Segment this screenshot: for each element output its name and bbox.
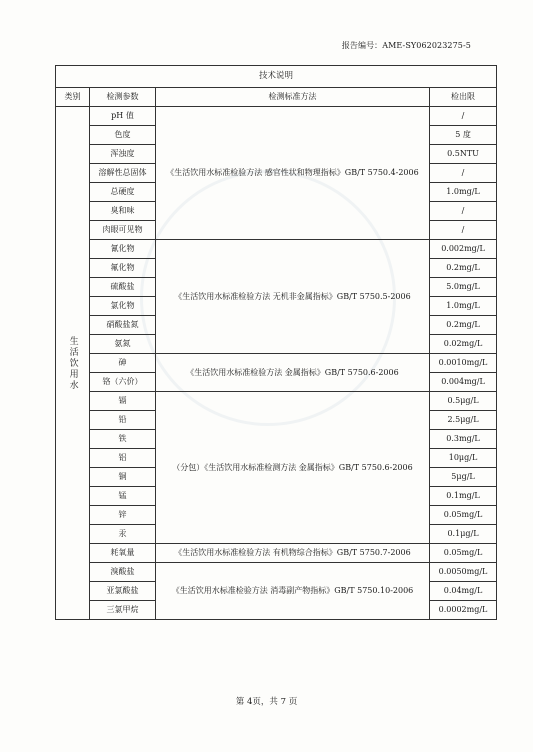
limit-cell: 0.5NTU — [430, 145, 497, 164]
limit-cell: 0.04mg/L — [430, 582, 497, 601]
limit-cell: 0.05mg/L — [430, 544, 497, 563]
param-cell: 浑浊度 — [90, 145, 156, 164]
param-cell: 氟化物 — [90, 259, 156, 278]
limit-cell: 5μg/L — [430, 468, 497, 487]
param-cell: 铜 — [90, 468, 156, 487]
table-row — [56, 354, 497, 373]
param-cell: 硫酸盐 — [90, 278, 156, 297]
table-row — [56, 563, 497, 582]
limit-cell: 2.5μg/L — [430, 411, 497, 430]
param-cell: 氯化物 — [90, 297, 156, 316]
method-cell: 《生活饮用水标准检验方法 无机非金属指标》GB/T 5750.5-2006 — [156, 240, 430, 354]
page-footer: 第 4页，共 7 页 — [235, 697, 298, 707]
limit-cell: 0.3mg/L — [430, 430, 497, 449]
param-cell: 溴酸盐 — [90, 563, 156, 582]
limit-cell: 0.0010mg/L — [430, 354, 497, 373]
header-category: 类别 — [56, 88, 90, 107]
param-cell: 锰 — [90, 487, 156, 506]
limit-cell: 0.1mg/L — [430, 487, 497, 506]
limit-cell: 0.004mg/L — [430, 373, 497, 392]
limit-cell: 5 度 — [430, 126, 497, 145]
header-limit: 检出限 — [430, 88, 497, 107]
method-cell: 《生活饮用水标准检验方法 有机物综合指标》GB/T 5750.7-2006 — [156, 544, 430, 563]
method-cell: 《生活饮用水标准检验方法 感官性状和物理指标》GB/T 5750.4-2006 — [156, 107, 430, 240]
table-header-row — [56, 88, 497, 107]
limit-cell: 0.0002mg/L — [430, 601, 497, 620]
table-caption-row — [56, 66, 497, 88]
param-cell: 氰化物 — [90, 240, 156, 259]
technical-description-table — [55, 65, 497, 620]
limit-cell: 0.5μg/L — [430, 392, 497, 411]
header-param: 检测参数 — [90, 88, 156, 107]
limit-cell: / — [430, 107, 497, 126]
table-row — [56, 107, 497, 126]
param-cell: 溶解性总固体 — [90, 164, 156, 183]
param-cell: 色度 — [90, 126, 156, 145]
param-cell: 铅 — [90, 411, 156, 430]
limit-cell: 0.002mg/L — [430, 240, 497, 259]
limit-cell: 0.02mg/L — [430, 335, 497, 354]
param-cell: 硝酸盐氮 — [90, 316, 156, 335]
param-cell: 耗氧量 — [90, 544, 156, 563]
param-cell: 亚氯酸盐 — [90, 582, 156, 601]
param-cell: 铬（六价） — [90, 373, 156, 392]
param-cell: 镉 — [90, 392, 156, 411]
table-row — [56, 240, 497, 259]
limit-cell: 0.1μg/L — [430, 525, 497, 544]
limit-cell: / — [430, 221, 497, 240]
param-cell: 砷 — [90, 354, 156, 373]
limit-cell: 1.0mg/L — [430, 183, 497, 202]
limit-cell: 0.0050mg/L — [430, 563, 497, 582]
report-number: 报告编号：AME-SY062023275-5 — [341, 41, 471, 50]
param-cell: 汞 — [90, 525, 156, 544]
param-cell: 锌 — [90, 506, 156, 525]
method-cell: 《生活饮用水标准检验方法 消毒副产物指标》GB/T 5750.10-2006 — [156, 563, 430, 620]
param-cell: 总硬度 — [90, 183, 156, 202]
table-caption: 技术说明 — [56, 66, 497, 88]
table-row — [56, 544, 497, 563]
param-cell: 臭和味 — [90, 202, 156, 221]
param-cell: 氨氮 — [90, 335, 156, 354]
method-cell: （分包）《生活饮用水标准检测方法 金属指标》GB/T 5750.6-2006 — [156, 392, 430, 544]
limit-cell: 0.2mg/L — [430, 316, 497, 335]
limit-cell: / — [430, 164, 497, 183]
category-cell: 生活饮用水 — [56, 107, 90, 620]
param-cell: 肉眼可见物 — [90, 221, 156, 240]
param-cell: 铝 — [90, 449, 156, 468]
limit-cell: / — [430, 202, 497, 221]
limit-cell: 10μg/L — [430, 449, 497, 468]
limit-cell: 5.0mg/L — [430, 278, 497, 297]
limit-cell: 0.05mg/L — [430, 506, 497, 525]
limit-cell: 0.2mg/L — [430, 259, 497, 278]
param-cell: 铁 — [90, 430, 156, 449]
method-cell: 《生活饮用水标准检验方法 金属指标》GB/T 5750.6-2006 — [156, 354, 430, 392]
param-cell: 三氯甲烷 — [90, 601, 156, 620]
header-method: 检测标准方法 — [156, 88, 430, 107]
limit-cell: 1.0mg/L — [430, 297, 497, 316]
param-cell: pH 值 — [90, 107, 156, 126]
table-row — [56, 392, 497, 411]
